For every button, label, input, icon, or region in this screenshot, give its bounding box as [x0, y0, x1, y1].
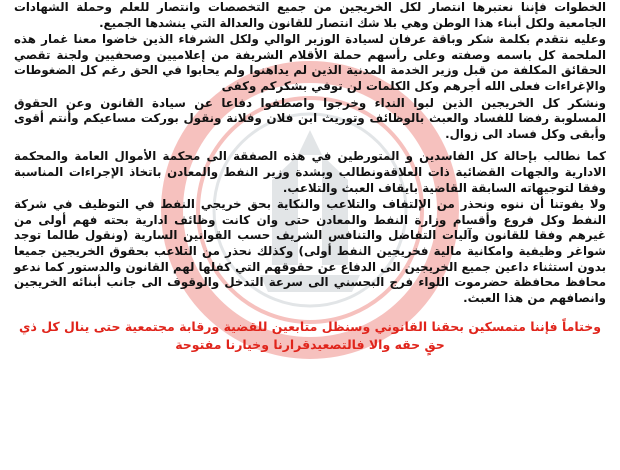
closing-statement: وختاماً فإننا متمسكين بحقنا القانوني وسنظل متابعين للقضية ورقابة مجتمعية حتى ينال كل ذي حقٍ حقه والا فالتصعيدقرارنا وخيارنا مفتوحة [19, 319, 601, 353]
statement-body [14, 0, 606, 470]
paragraph-thanks-graduates: ونشكر كل الخريجين الذين لبوا النداء وخرجوا واصطفوا دفاعا عن سيادة القانون وعن الحقوق المسلوبة رفضا للفساد والعبث بالوظائف وتوريث ابن فلان وفلانة ونقول بوركت مساعيكم وأنتم أقوى وأبقى وكل فساد الى زوال. [14, 95, 606, 141]
paragraph-demands: كما نطالب بإحالة كل الفاسدين و المتورطين في هذه الصفقة الى محكمة الأموال العامة والمحكمة الادارية والجهات القضائية ذات العلاقةونطالب وبشدة وزير النفط والمعادن باتخاذ الإجراءات المناسبة وفقا لتوجيهاته السابقة القاضية بايقاف العبث والتلاعب. [14, 149, 606, 195]
paragraph-victory: الخطوات فإننا نعتبرها انتصار لكل الخريجين من جميع التخصصات وانتصار للعلم وحملة الشهادات الجامعية ولكل أبناء هذا الوطن وهي بلا شك انتصار للقانون والعدالة التي ينشدها الجميع. [14, 0, 606, 30]
paragraph-thanks-officials: وعليه نتقدم بكلمة شكر وباقة عرفان لسيادة الوزير الوالي ولكل الشرفاء الذين خاضوا معنا غمار هذه الملحمة كل باسمه وصفته وعلى رأسهم حملة الأقلام الشريفة من إعلاميين وصحفيين ولجنة تقصي الحقائق المكلفة من قبل وزير الخدمة المدنية الذين لم يداهنوا ولم يحابوا في الحق رغم كل الضغوطات والإغراءات فعلى الله أجرهم وكل الكلمات لن توفي بشكركم وكفى [14, 32, 606, 93]
paragraph-warning: ولا يفوتنا أن ننوه ونحذر من الإلتفاف والتلاعب والنكاية بحق خريجي النفط في التوظيف في شركة النفط وكل فروع وأقسام وزارة النفط والمعادن حتى وان كانت وظائف ادارية بحته فهم أولى من غيرهم وفقا للقانون وآليات التفاضل والتنافس الشريف حسب القوانين السارية (ونقول طالما توجد شواغر وظيفية وامكانية مالية فخريجين النفط أولى) وكذلك نحذر من التلاعب بحقوق الخريجين جميعا بدون استثناء داعين جميع الخريجين الى الدفاع عن حقوقهم التي كفلها لهم القانون والدستور كما ندعو محافظ محافظة حضرموت اللواء فرج البحسني الى سرعة التدخل والوقوف الى جانب أبنائه الخريجين وانصافهم من هذا العبث. [14, 197, 606, 305]
